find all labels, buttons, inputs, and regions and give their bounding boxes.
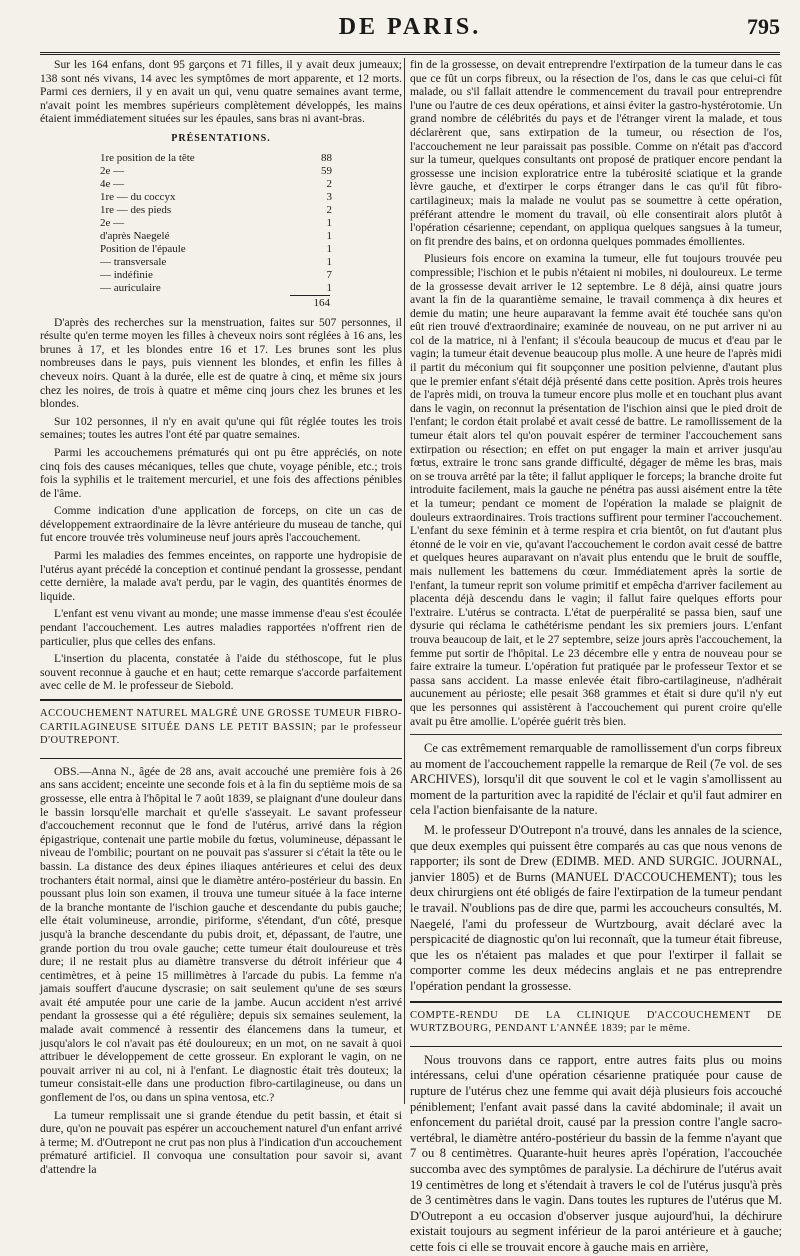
section-heading-box — [410, 1001, 782, 1047]
table-row — [40, 282, 402, 295]
paragraph: Nous trouvons dans ce rapport, entre autres faits plus ou moins intéressans, celui d'une opération césarienne pratiquée pour cause de rupture de l'utérus chez une femme qui avait déjà plusieurs fois accouché péniblement; l'enfant avait passé dans la cavité abdominale; il avait un enfoncement du pariétal droit, causé par la pression contre l'angle sacro-vertébral, le diamètre antéro-postérieur du bassin de la femme n'ayant que 7 ou 8 centimètres. Quarante-huit heures après l'opération, l'accouchée succomba avec des symptômes de paralysie. La déchirure de l'utérus avait 19 centimètres de long et s'étendait à travers le col de l'utérus jusqu'à près de 3 centimètres dans le vagin. Dans toutes les ruptures de l'utérus que M. D'Outrepont a eu occasion d'observer jusque aujourd'hui, la déchirure existait toujours au segment inférieur de la paroi antérieure et à gauche; cette fois ci elle se trouvait encore à gauche mais en arrière, — [410, 1052, 782, 1254]
row-label: 1re position de la tête — [100, 151, 195, 164]
section-heading: ACCOUCHEMENT NATUREL MALGRÉ UNE GROSSE TUMEUR FIBRO-CARTILAGINEUSE SITUÉE DANS LE PETIT BASSIN; par le professeur D'OUTREPONT. — [40, 708, 402, 747]
section-heading-box — [40, 699, 402, 759]
table-row — [40, 269, 402, 282]
table-row — [40, 204, 402, 217]
table-row — [40, 243, 402, 256]
row-label: — auriculaire — [100, 281, 161, 294]
row-value: 2 — [326, 203, 332, 216]
row-label: 2e — — [100, 164, 125, 177]
row-value: 59 — [321, 164, 332, 177]
row-value: 1 — [326, 229, 332, 242]
left-column — [40, 58, 402, 1176]
paragraph: Sur 102 personnes, il n'y en avait qu'une qui fût réglée toutes les trois semaines; toutes les autres l'ont été par quatre semaines. — [40, 414, 402, 442]
row-value: 88 — [321, 151, 332, 164]
row-value: 1 — [326, 242, 332, 255]
row-value: 1 — [326, 281, 332, 294]
table-row — [40, 191, 402, 204]
paragraph: Sur les 164 enfans, dont 95 garçons et 71 filles, il y avait deux jumeaux; 138 sont nés vivans, 14 avec les symptômes de mort apparente, et 12 morts. Parmi ces derniers, il y en avait un qui, venu quatre semaines avant terme, n'avait point les membres supérieurs complètement développés, les mains étaient immédiatement situées sur les épaules, sans bras ni avant-bras. — [40, 58, 402, 126]
paragraph: D'après des recherches sur la menstruation, faites sur 507 personnes, il résulte qu'en terme moyen les filles à cheveux noirs sont réglées à 16 ans, les brunes à 17, et les blondes entre 16 et 17. Les brunes sont les plus nombreuses dans le pays, puis viennent les blondes, et enfin les filles à cheveux noirs. Quant à la durée, elle est de quatre à cinq, et même six jours chez les noires, de trois à quatre et même cinq jours chez les brunes et les blondes. — [40, 315, 402, 411]
row-value: 7 — [326, 268, 332, 281]
row-label: 2e — — [100, 216, 125, 229]
column-divider — [404, 58, 405, 1104]
paragraph: L'insertion du placenta, constatée à l'aide du stéthoscope, fut le plus souvent reconnue à gauche et en haut; cette remarque s'accorde parfaitement avec celle de M. le professeur de Siebold. — [40, 652, 402, 693]
paragraph: L'enfant est venu vivant au monde; une masse immense d'eau s'est écoulée pendant l'accouchement. Les autres maladies rapportées n'offrent rien de particulier, plus que celles des enfans. — [40, 607, 402, 648]
row-label: 4e — — [100, 177, 125, 190]
row-value: 1 — [326, 255, 332, 268]
page-header — [40, 12, 780, 55]
row-label: — transversale — [100, 255, 167, 268]
right-column — [410, 58, 782, 1254]
page-number: 795 — [747, 14, 780, 39]
paragraph: Plusieurs fois encore on examina la tumeur, elle fut toujours trouvée peu compressible; l'ischion et le pubis n'étaient ni mobiles, ni douloureux. Le terme de la grossesse devait arriver le 12 septembre. Le 8 déjà, ainsi quatre jours avant la fin de la quarantième semaine, le travail commença à dix heures et demie du matin; une heure auparavant la femme avait été touchée sans qu'on eût rien trouvé d'extraordinaire; examinée de nouveau, on ne put arriver ni au col de la matrice, ni à l'enfant; il s'écoula beaucoup de mucus et d'eau par le vagin; la tumeur était devenue beaucoup plus molle. A une heure de l'après midi il partit du méconium qui fit soupçonner une position pelvienne, d'autant plus que le premier enfant s'était déjà présenté dans cette position. Après trois heures de l'après midi, on trouva la tumeur encore plus molle et en touchant plus avant dans le vagin, on reconnut la présentation de l'ischion ainsi que le pied droit de l'enfant; le cordon était prolabé et avait cessé de battre. Le ramollissement de la tumeur était alors tel qu'on pouvait espérer de terminer l'accouchement sans extirpation ou résection; en effet on put engager la main et arriver jusqu'au fœtus, extraire le tronc sans grande difficulté, dégager de même les bras, mais on se trouva arrêté par la tête; il fallut appliquer le forceps; la branche droite fut introduite facilement, mais la gauche ne pénétra pas aussi aisément entre la tête et la tumeur; pendant ce moment de l'opération la malade se plaignit de douleurs extraordinaires. Trois tractions suffirent pour terminer l'accouchement. L'enfant du sexe féminin et à terme respira et cria bientôt, on fut d'autant plus étonné de le voir en vie, qu'avant l'accouchement le cordon avait cessé de battre et quelques heures auparavant on n'avait plus entendu que le bruit de souffle, mais nullement les battemens du cœur. Immédiatement après la sortie de l'enfant, la tumeur reprit son volume primitif et empêcha d'arriver facilement au placenta déjà descendu dans le vagin; il fallut faire quelques efforts pour l'extraire. L'utérus se contracta. L'état de puerpéralité se passa bien, sauf une dysurie qui réclama le cathétérisme pendant les six premiers jours. L'enfant trouva beaucoup de lait, et le 27 septembre, seize jours après l'accouchement, la femme put sortir de l'hôpital. Le 23 décembre elle y entra de nouveau pour se faire extraire la tumeur. L'opération fut pratiquée par le professeur Textor et se passa sans accident. La masse enlevée était fibro-cartilagineuse, n'adhérait aucunement au périoste; elle pesait 368 grammes et était si dure qu'il n'y eut que les personnes qui assistèrent à l'accouchement qui purent croire qu'elle avait pu être amollie. L'opérée guérit très bien. — [410, 252, 782, 728]
row-value: 1 — [326, 216, 332, 229]
paragraph: Parmi les accouchemens prématurés qui ont pu être appréciés, on note cinq fois des causes mécaniques, telles que chute, voyage pénible, etc.; trois fois la syphilis et le traitement mercuriel, et une fois des affections pénibles de l'âme. — [40, 445, 402, 500]
divider-rule — [410, 734, 782, 735]
table-row — [40, 178, 402, 191]
row-value: 2 — [326, 177, 332, 190]
paragraph: Parmi les maladies des femmes enceintes, on rapporte une hydropisie de l'utérus ayant précédé la conception et continué pendant la grossesse, pendant cette dernière, la malade ava't perdu, par le vagin, des quantités énormes de liquide. — [40, 549, 402, 603]
paragraph: Ce cas extrêmement remarquable de ramollissement d'un corps fibreux au moment de l'accouchement rappelle la remarque de Reil (7e vol. de ses ARCHIVES), lorsqu'il dit que souvent le col et le vagin s'amollissent au moment de la parturition avec la rapidité de l'éclair et qu'il faut admirer en cela l'action bienfaisante de la nature. — [410, 741, 782, 818]
paragraph: M. le professeur D'Outrepont n'a trouvé, dans les annales de la science, que deux exemples qui puissent être comparés au cas que nous venons de rapporter; ils sont de Drew (EDIMB. MED. AND SURGIC. JOURNAL, janvier 1805) et de Burns (MANUEL D'ACCOUCHEMENT); tous les deux chirurgiens ont été obligés de faire l'extirpation de la tumeur pendant le travail. N'oublions pas de dire que, parmi les accoucheurs consultés, M. Naegelé, l'ami du professeur de Wurtzbourg, avait déclaré avec la perspicacité de diagnostic qu'on lui reconnaît, que la tumeur était fibreuse, que les os n'étaient pas malades et que pour l'extirper il fallait se comporter comme les deux médecins anglais et ne pas entreprendre l'opération pendant la grossesse. — [410, 823, 782, 993]
row-label: 1re — du coccyx — [100, 190, 176, 203]
table-row — [40, 256, 402, 269]
paragraph: fin de la grossesse, on devait entreprendre l'extirpation de la tumeur dans le cas que ce fût un corps fibreux, ou la résection de l'os, dans le cas que celui-ci fût malade, ou s'il fallait attendre le commencement du travail pour entreprendre l'une ou l'autre de ces deux opérations, et ainsi éviter la gastro-hystérotomie. Un grand nombre de célébrités du pays et de l'étranger virent la malade, et tous déclarèrent que, sans extirpation de la tumeur, ou résection de l'os, l'accouchement ne leur paraissait pas possible. Comme on n'était pas d'accord sur la tumeur, quelques consultants ont proposé de pratiquer encore pendant la grossesse une incision exploratrice entre la tubérosité sciatique et la grande lèvre gauche, et d'extirper le corps étranger dans le cas qu'il fût fibro-cartilagineux; mais la malade ne voulut pas se soumettre à cette opération, préférant attendre le moment du travail, où elle consentirait alors plutôt à l'opération césarienne; cependant, on appliqua quelques sangsues à la tumeur, on fit prendre des bains, et on ordonna quelques pommades émollientes. — [410, 58, 782, 248]
running-title: DE PARIS. — [338, 14, 482, 40]
presentations-title: PRÉSENTATIONS. — [171, 132, 271, 144]
paragraph: OBS.—Anna N., âgée de 28 ans, avait accouché une première fois à 26 ans sans accident; enceinte une seconde fois et à la fin du septième mois de sa grossesse, elle entra à l'hôpital le 7 août 1839, se plaignant d'une douleur dans le bassin lorsqu'elle marchait et qu'elle s'asseyait. Le savant professeur d'accouchement reconnut que le fond de l'utérus, arrivé dans la région épigastrique, contenait une partie mobile du fœtus, volumineuse, dépassant le niveau de l'ombilic; pourtant on ne pouvait pas s'assurer si c'était la tête ou le bassin. La distance des deux épines iliaques antérieures et celui des deux trochanters était normal, ainsi que le diamètre antéro-postérieur du bassin. En poussant plus loin son examen, il trouva une tumeur située à la face interne de la branche montante de l'ischion gauche et descendante du pubis gauche; elle était volumineuse, arrondie, piriforme, s'étendant, d'un côté, presque jusqu'à la branche descendante du pubis droit, et, dépassant, de l'autre, une grande portion du trou ovale gauche; cette tumeur était douloureuse et très dure; il ne restait plus au diamètre transverse du détroit inférieur que 4 centimètres, et à peine 15 millimètres à l'arcade du pubis. La femme n'a jamais souffert d'aucune dyscrasie; on sait seulement qu'une de ses sœurs avait été amputée pour une carie de la jambe. Aucun accident n'est arrivé pendant la grossesse qui a été régulière; depuis six semaines seulement, la malade avait commencé à ressentir des élancemens dans la tumeur, et jusqu'alors le col n'avait pas été douloureux; en un mot, on ne savait à quoi attribuer le développement de cette grosseur. En explorant le vagin, on ne pouvait arriver ni au col, ni à l'enfant. Le diagnostic était très douteux; la tumeur consistait-elle dans une production fibro-cartilagineuse, ou dans un gonflement de l'os, ou dans un spina ventosa, etc.? — [40, 764, 402, 1105]
presentations-table — [40, 152, 402, 310]
table-row — [40, 217, 402, 230]
row-label: d'après Naegelé — [100, 229, 170, 242]
paragraph: Comme indication d'une application de forceps, on cite un cas de développement extraordinaire de la lèvre antérieure du museau de tanche, qui fut encore trouvée très volumineuse neuf jours après l'accouchement. — [40, 504, 402, 545]
row-label: Position de l'épaule — [100, 242, 186, 255]
table-row — [40, 165, 402, 178]
table-row — [40, 152, 402, 165]
paragraph: La tumeur remplissait une si grande étendue du petit bassin, et était si dure, qu'on ne pouvait pas espérer un accouchement naturel d'un enfant arrivé à terme; M. d'Outrepont ne crut pas non plus à l'indication d'un accouchement prématuré artificiel. Il convoqua une consultation pour savoir si, avant d'attendre la — [40, 1108, 402, 1176]
row-label: 1re — des pieds — [100, 203, 172, 216]
table-row — [40, 230, 402, 243]
presentations-total: 164 — [290, 295, 330, 310]
section-heading: COMPTE-RENDU DE LA CLINIQUE D'ACCOUCHEMENT DE WURTZBOURG, PENDANT L'ANNÉE 1839; par le même. — [410, 1009, 782, 1035]
row-label: — indéfinie — [100, 268, 153, 281]
row-value: 3 — [326, 190, 332, 203]
